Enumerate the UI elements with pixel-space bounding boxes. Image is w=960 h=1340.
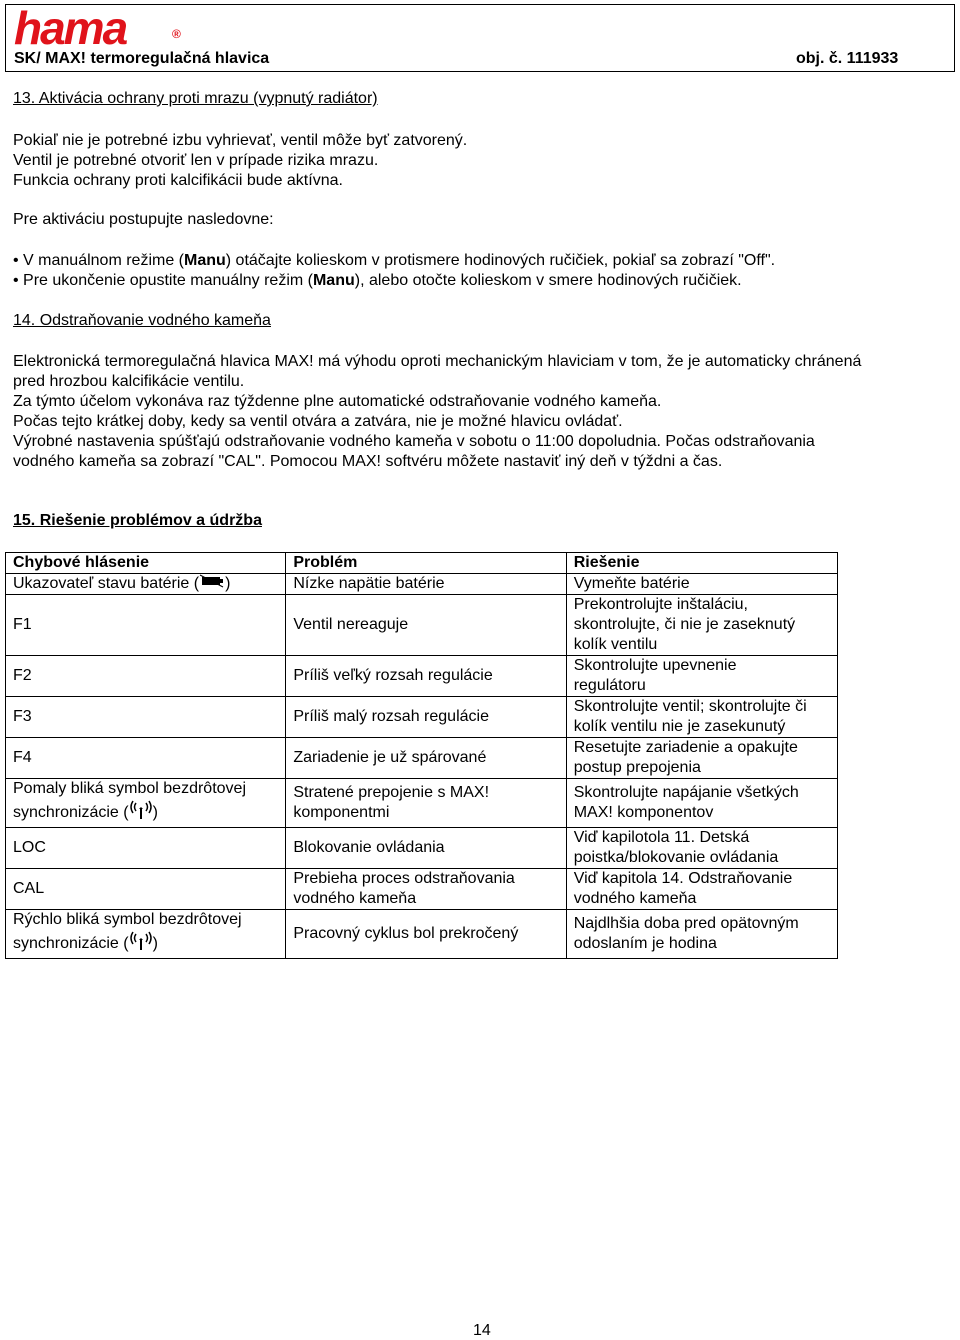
table-row (6, 910, 838, 959)
page-number: 14 (473, 1322, 491, 1339)
table-cell: F2 (6, 656, 286, 697)
table-cell: LOC (6, 828, 286, 869)
table-row (6, 779, 838, 828)
table-cell: Viď kapitola 14. Odstraňovanie vodného kameňa (566, 869, 837, 910)
table-header-row (6, 553, 838, 574)
section-14-line: Elektronická termoregulačná hlavica MAX! má výhodu oproti mechanickým hlaviciam v tom, že je automaticky chránená (13, 353, 862, 370)
table-cell: CAL (6, 869, 286, 910)
section-14-line: Výrobné nastavenia spúšťajú odstraňovanie vodného kameňa v sobotu o 11:00 dopoludnia. Počas odstraňovania (13, 433, 815, 450)
wireless-sync-icon (129, 799, 153, 827)
order-number: obj. č. 111933 (796, 50, 899, 67)
table-cell: Nízke napätie batérie (286, 574, 566, 595)
table-cell: Blokovanie ovládania (286, 828, 566, 869)
table-row (6, 869, 838, 910)
table-row (6, 828, 838, 869)
section-13-line: Pokiaľ nie je potrebné izbu vyhrievať, ventil môže byť zatvorený. (13, 132, 468, 149)
troubleshooting-table (5, 552, 838, 959)
section-14-heading: 14. Odstraňovanie vodného kameňa (13, 312, 271, 329)
document-header (5, 4, 955, 72)
table-cell: Ventil nereaguje (286, 595, 566, 656)
bullet-item: • Pre ukončenie opustite manuálny režim (Manu), alebo otočte kolieskom v smere hodinových ručičiek. (13, 272, 742, 289)
table-cell: Ukazovateľ stavu batérie ( ) (6, 574, 286, 595)
table-cell: Rýchlo bliká symbol bezdrôtovej synchronizácie ( ) (6, 910, 286, 959)
section-14-line: Počas tejto krátkej doby, kedy sa ventil otvára a zatvára, nie je možné hlavicu ovládať. (13, 413, 623, 430)
section-13-heading: 13. Aktivácia ochrany proti mrazu (vypnutý radiátor) (13, 90, 378, 107)
table-cell: Skontrolujte ventil; skontrolujte či kolík ventilu nie je zasekunutý (566, 697, 837, 738)
table-row (6, 595, 838, 656)
section-14-line: pred hrozbou kalcifikácie ventilu. (13, 373, 245, 390)
section-15-heading: 15. Riešenie problémov a údržba (13, 512, 262, 529)
table-cell: Príliš veľký rozsah regulácie (286, 656, 566, 697)
bullet-item: • V manuálnom režime (Manu) otáčajte kolieskom v protismere hodinových ručičiek, pokiaľ sa zobrazí "Off". (13, 252, 776, 269)
table-cell: F4 (6, 738, 286, 779)
table-cell: Najdlhšia doba pred opätovným odoslaním je hodina (566, 910, 837, 959)
table-row (6, 574, 838, 595)
section-13-line: Funkcia ochrany proti kalcifikácii bude aktívna. (13, 172, 343, 189)
document-title: SK/ MAX! termoregulačná hlavica (14, 50, 270, 67)
wireless-sync-icon (129, 930, 153, 958)
column-header: Problém (286, 553, 566, 574)
table-row (6, 738, 838, 779)
table-cell: Viď kapilotola 11. Detská poistka/blokovanie ovládania (566, 828, 837, 869)
table-cell: Skontrolujte upevnenie regulátoru (566, 656, 837, 697)
table-cell: Pomaly bliká symbol bezdrôtovej synchronizácie ( ) (6, 779, 286, 828)
table-cell: Stratené prepojenie s MAX! komponentmi (286, 779, 566, 828)
section-14-line: Za týmto účelom vykonáva raz týždenne plne automatické odstraňovanie vodného kameňa. (13, 393, 662, 410)
battery-icon (199, 574, 225, 594)
section-13-line: Ventil je potrebné otvoriť len v prípade rizika mrazu. (13, 152, 379, 169)
hama-logo: hama (14, 2, 127, 54)
table-row (6, 656, 838, 697)
table-cell: Príliš malý rozsah regulácie (286, 697, 566, 738)
table-cell: Prekontrolujte inštaláciu, skontrolujte, či nie je zaseknutý kolík ventilu (566, 595, 837, 656)
table-cell: F3 (6, 697, 286, 738)
registered-mark: ® (172, 27, 181, 41)
table-cell: F1 (6, 595, 286, 656)
table-cell: Prebieha proces odstraňovania vodného kameňa (286, 869, 566, 910)
table-cell: Zariadenie je už spárované (286, 738, 566, 779)
table-cell: Vymeňte batérie (566, 574, 837, 595)
table-cell: Pracovný cyklus bol prekročený (286, 910, 566, 959)
column-header: Riešenie (566, 553, 837, 574)
procedure-intro: Pre aktiváciu postupujte nasledovne: (13, 211, 274, 228)
table-cell: Skontrolujte napájanie všetkých MAX! komponentov (566, 779, 837, 828)
table-row (6, 697, 838, 738)
section-14-line: vodného kameňa sa zobrazí "CAL". Pomocou MAX! softvéru môžete nastaviť iný deň v týždni a čas. (13, 453, 723, 470)
column-header: Chybové hlásenie (6, 553, 286, 574)
table-cell: Resetujte zariadenie a opakujte postup prepojenia (566, 738, 837, 779)
